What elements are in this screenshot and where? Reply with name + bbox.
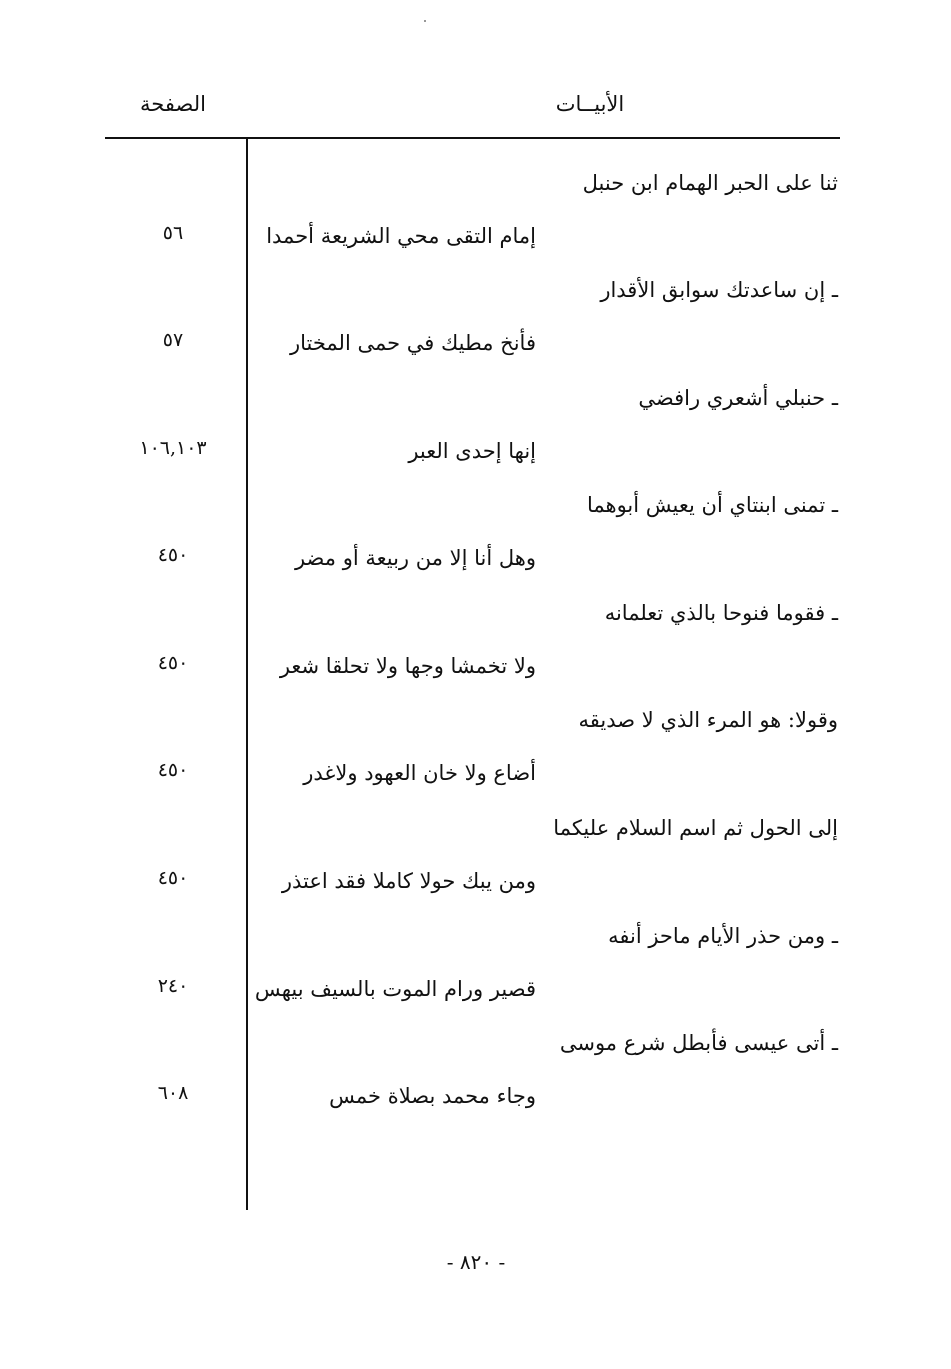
verse-first-hemistich: ـ فقوما فنوحا بالذي تعلمانه [604,601,838,625]
verse-second-hemistich: إنها إحدى العبر [408,439,536,463]
verse-first-hemistich: ـ إن ساعدتك سوابق الأقدار [600,278,838,302]
page-reference: ٤٥٠ [157,759,189,781]
verse-second-hemistich: قصير ورام الموت بالسيف بيهس [254,977,536,1001]
verse-second-hemistich: ومن يبك حولا كاملا فقد اعتذر [281,869,536,893]
column-header-verses: الأبيــات [555,92,625,116]
verse-second-hemistich: فأنخ مطيك في حمى المختار [289,331,536,355]
verse-first-hemistich: ـ أتى عيسى فأبطل شرع موسى [559,1031,838,1055]
page-number: - ٨٢٠ - [446,1250,506,1274]
verse-second-hemistich: وجاء محمد بصلاة خمس [329,1084,536,1108]
verse-second-hemistich: وهل أنا إلا من ربيعة أو مضر [294,546,536,570]
page-reference: ٤٥٠ [157,652,189,674]
page-reference: ٢٤٠ [157,975,189,997]
page-reference: ٥٦ [162,222,184,244]
page-reference: ٥٧ [162,329,184,351]
verse-first-hemistich: ـ حنبلي أشعري رافضي [638,386,838,410]
verse-second-hemistich: ولا تخمشا وجها ولا تحلقا شعر [279,654,536,678]
verse-first-hemistich: ـ ومن حذر الأيام ماحز أنفه [608,924,838,948]
verse-first-hemistich: ـ تمنى ابنتاي أن يعيش أبوهما [586,493,838,517]
page-reference: ٤٥٠ [157,867,189,889]
scan-speck [424,20,426,22]
header-divider [105,137,840,139]
verse-first-hemistich: إلى الحول ثم اسم السلام عليكما [553,816,838,840]
verse-first-hemistich: ثنا على الحبر الهمام ابن حنبل [582,171,838,195]
page-reference: ٦٠٨ [157,1082,189,1104]
verse-second-hemistich: أضاع ولا خان العهود ولاغدر [303,761,536,785]
page-reference: ٤٥٠ [157,544,189,566]
verse-second-hemistich: إمام التقى محي الشريعة أحمدا [266,224,536,248]
column-header-page: الصفحة [140,92,206,116]
page-reference: ١٠٦,١٠٣ [139,437,207,459]
verse-first-hemistich: وقولا: هو المرء الذي لا صديقه [578,708,838,732]
